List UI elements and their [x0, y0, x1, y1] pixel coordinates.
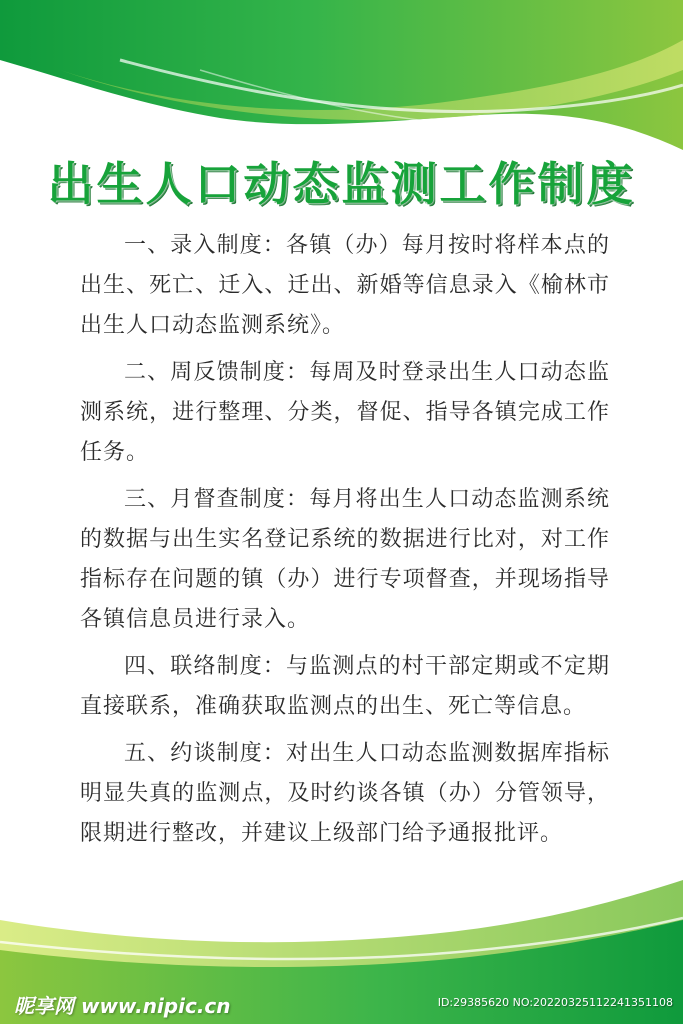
regulation-paragraph-1: 一、录入制度：各镇（办）每月按时将样本点的出生、死亡、迁入、迁出、新婚等信息录入《榆林市出生人口动态监测系统》。 — [80, 233, 610, 338]
regulation-paragraph-4: 四、联络制度：与监测点的村干部定期或不定期直接联系，准确获取监测点的出生、死亡等信息。 — [80, 654, 610, 719]
regulation-paragraph-5: 五、约谈制度：对出生人口动态监测数据库指标明显失真的监测点，及时约谈各镇（办）分管领导，限期进行整改，并建议上级部门给予通报批评。 — [80, 741, 610, 846]
watermark-logo: 昵享网 www.nipic.cn — [14, 994, 231, 1018]
regulation-paragraph-3: 三、月督查制度：每月将出生人口动态监测系统的数据与出生实名登记系统的数据进行比对，对工作指标存在问题的镇（办）进行专项督查，并现场指导各镇信息员进行录入。 — [80, 487, 610, 632]
top-green-wave-banner — [0, 0, 683, 170]
regulation-paragraph-2: 二、周反馈制度：每周及时登录出生人口动态监测系统，进行整理、分类，督促、指导各镇完成工作任务。 — [80, 360, 610, 465]
regulations-content — [80, 226, 610, 861]
page-title: 出生人口动态监测工作制度 — [47, 157, 636, 211]
image-id-label: ID:29385620 NO:20220325112241351108 — [437, 996, 673, 1009]
